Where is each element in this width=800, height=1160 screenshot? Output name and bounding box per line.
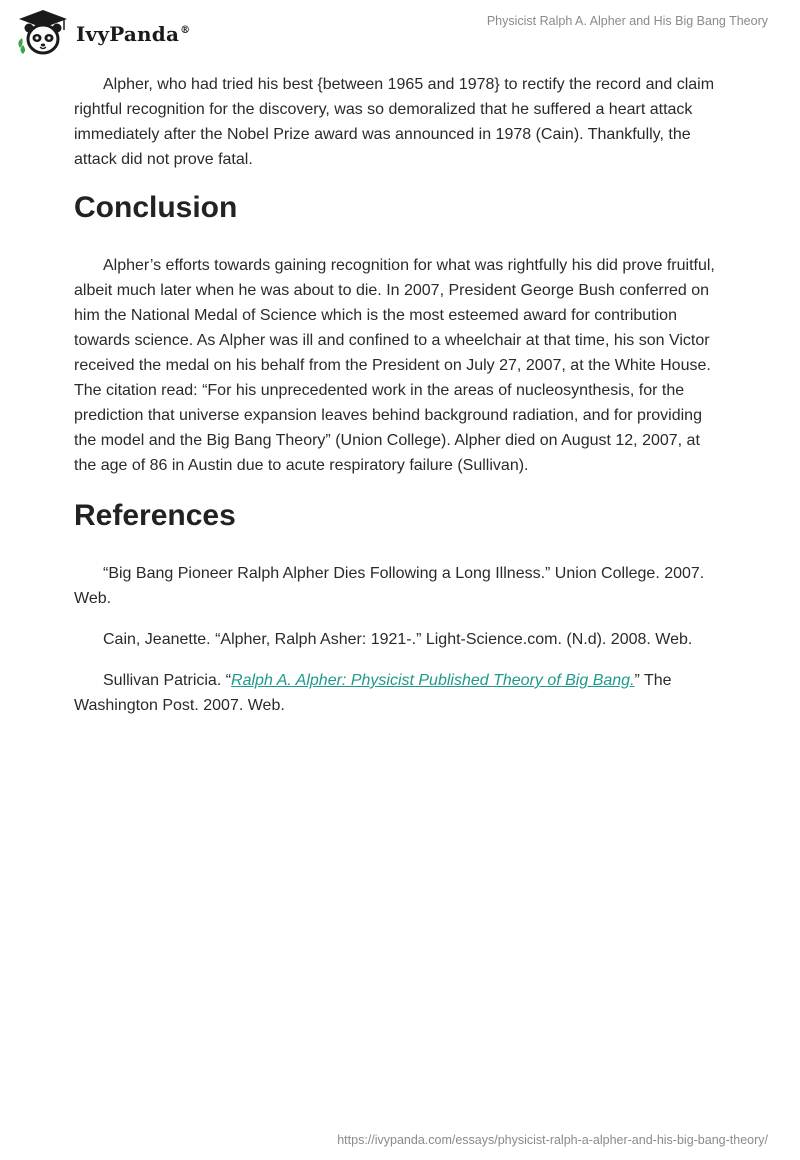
intro-paragraph: Alpher, who had tried his best {between 1965 and 1978} to rectify the record and claim rightful recognition for the discovery, was so demoralized that he suffered a heart attack immediately after the Nobel Prize award was announced in 1978 (Cain). Thankfully, the attack did not prove fatal.	[74, 76, 715, 168]
conclusion-paragraph: Alpher’s efforts towards gaining recognition for what was rightfully his did prove fruitful, albeit much later when he was about to die. In 2007, President George Bush conferred on him the National Medal of Science which is the most esteemed award for contribution towards science. As Alpher was ill and confined to a wheelchair at that time, his son Victor received the medal on his behalf from the President on July 27, 2007, at the White House. The citation read: “For his unprecedented work in the areas of nucleosynthesis, for the prediction that universe expansion leaves behind background radiation, and for providing the model and the Big Bang Theory” (Union College). Alpher died on August 12, 2007, at the age of 86 in Austin due to acute respiratory failure (Sullivan).	[74, 257, 715, 474]
page-header-title: Physicist Ralph A. Alpher and His Big Bang Theory	[486, 14, 768, 28]
reference-item	[74, 668, 724, 718]
reference-link[interactable]: Ralph A. Alpher: Physicist Published Theory of Big Bang.	[231, 672, 635, 689]
reference-item: Cain, Jeanette. “Alpher, Ralph Asher: 1921-.” Light-Science.com. (N.d). 2008. Web.	[103, 631, 693, 648]
logo-wordmark: IvyPanda®	[76, 22, 191, 46]
essay-body	[74, 72, 724, 734]
ivypanda-logo[interactable]	[14, 8, 190, 58]
reference-item: “Big Bang Pioneer Ralph Alpher Dies Following a Long Illness.” Union College. 2007. Web.	[74, 565, 705, 607]
footer-url: https://ivypanda.com/essays/physicist-ralph-a-alpher-and-his-big-bang-theory/	[337, 1133, 768, 1147]
conclusion-heading: Conclusion	[74, 191, 238, 224]
panda-graduate-icon	[14, 8, 72, 58]
references-heading: References	[74, 499, 236, 532]
reference-prefix: Sullivan Patricia. “	[103, 672, 232, 689]
reference-suffix: ” The Washington Post. 2007. Web.	[74, 672, 672, 714]
